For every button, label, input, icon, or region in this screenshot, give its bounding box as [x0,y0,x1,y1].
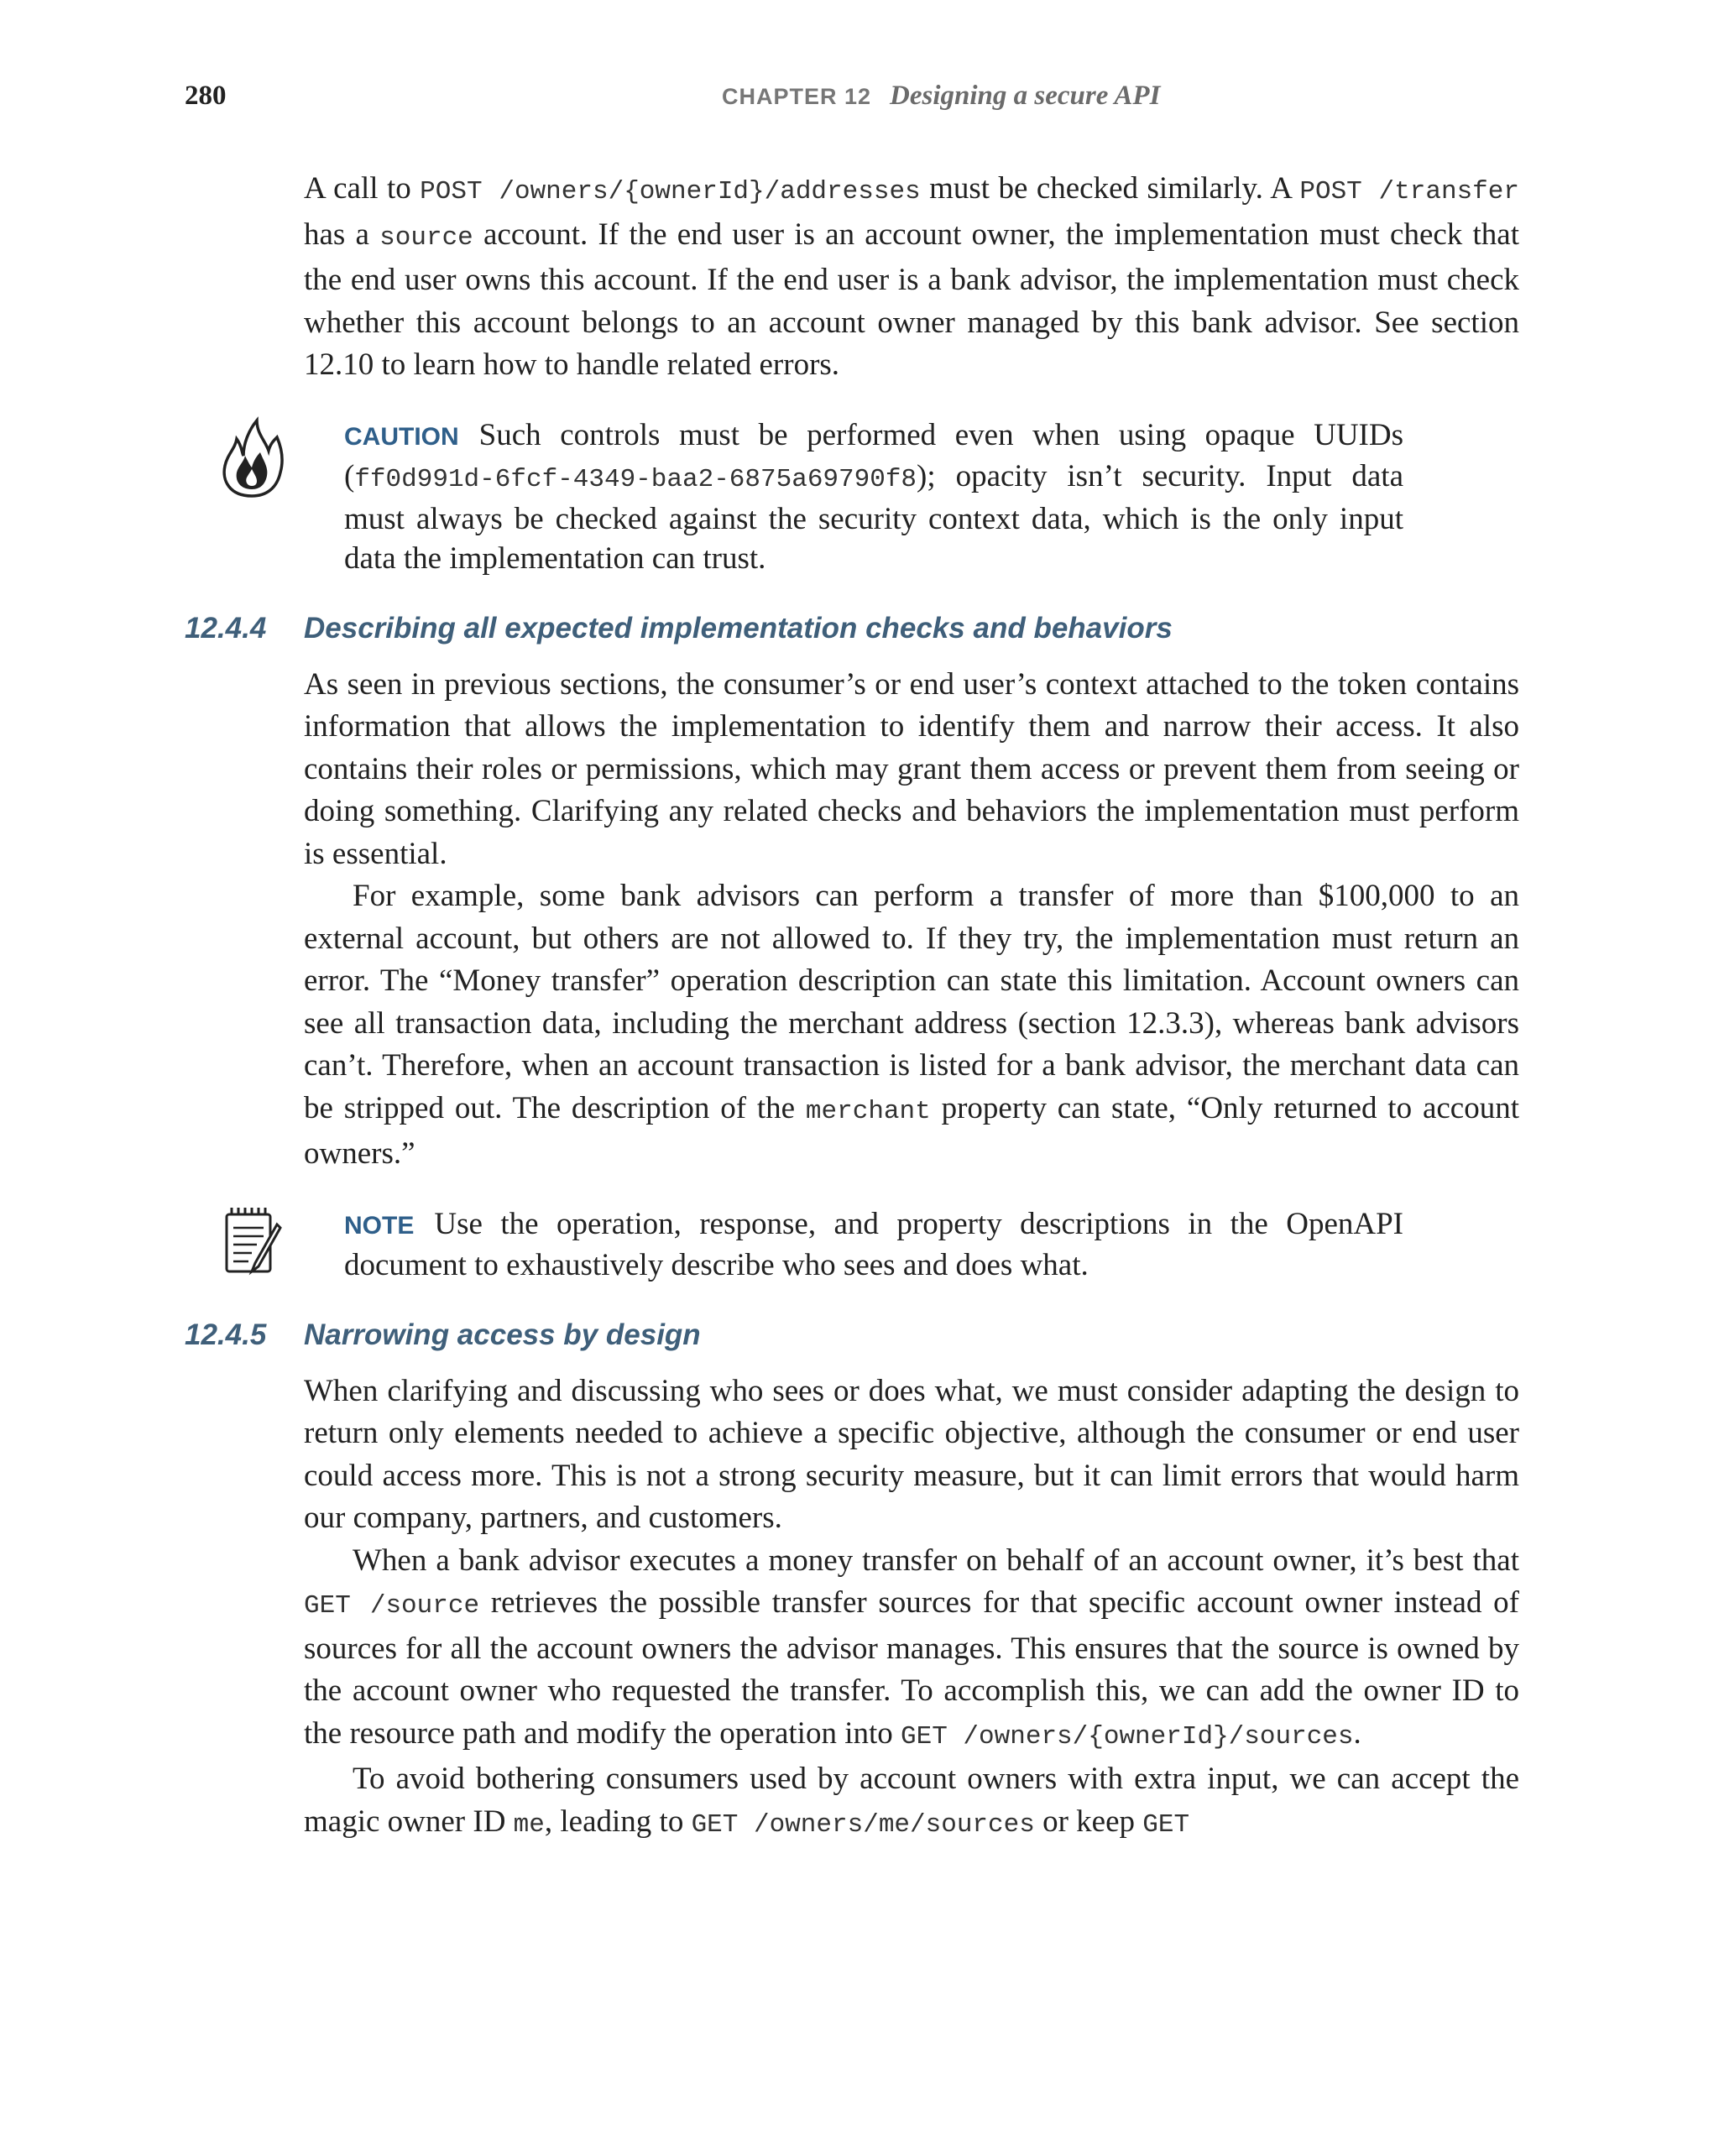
text: must be checked similarly. A [920,171,1300,206]
paragraph-2: As seen in previous sections, the consumer’s or end user’s context attached to the token contains information that allows the implementation to identify them and narrow their access. It also contains their roles or permissions, which may grant them access or prevent them from seeing or doing something. Clarifying any related checks and behaviors the implementation must perform is essential. [304,666,1519,871]
code-inline: GET /source [304,1591,480,1621]
text: account. If the end user is an account owner, the implementation must check that the end user owns this account. If the end user is a bank advisor, the implementation must check whether this account belongs to an account owner managed by this bank advisor. See section 12.10 to learn how to handle related errors. [304,217,1519,382]
code-inline: ff0d991d-6fcf-4349-baa2-6875a69790f8 [354,464,917,494]
note-callout [344,1204,1403,1285]
page-number: 280 [185,81,227,111]
caution-text [344,415,1403,578]
chapter-label: CHAPTER 12 [722,84,872,109]
paragraph-1 [304,168,1519,387]
section-number: 12.4.5 [185,1318,267,1351]
text: . [1353,1715,1361,1751]
chapter-title: Designing a secure API [890,81,1161,111]
code-inline: GET /owners/{ownerId}/sources [901,1721,1354,1751]
text: For example, some bank advisors can perform a transfer of more than $100,000 to an external account, but others are not allowed to. If they try, the implementation must return an error. The “Money transfer” operation description can state this limitation. Account owners can see all transaction data, including the merchant address (section 12.3.3), whereas bank advisors can’t. Therefore, when an account transaction is listed for a bank advisor, the merchant data can be stripped out. The description of the [304,879,1519,1125]
text: ); opacity isn’t security. Input data must always be checked against the security context data, which is the only input data the implementation can trust. [344,458,1403,576]
code-inline: me [513,1809,545,1840]
running-head [722,81,1160,112]
section-heading-12-4-4 [185,610,1519,647]
flame-icon [218,415,285,499]
paragraph-5 [304,1540,1519,1759]
section-heading-12-4-5 [185,1317,1519,1354]
section-title: Describing all expected implementation checks and behaviors [304,611,1173,645]
text: retrieves the possible transfer sources for that specific account owner instead of sources for all the account owners the advisor manages. This ensures that the source is owned by the account owner who requested the transfer. To accomplish this, we can add the owner ID to the resource path and modify the operation into [304,1585,1519,1751]
text: , leading to [544,1804,692,1839]
code-inline: source [379,222,473,253]
page-header [185,81,1519,123]
text: To avoid bothering consumers used by account owners with extra input, we can accept the magic owner ID [304,1762,1519,1839]
section-title: Narrowing access by design [304,1318,701,1351]
note-label: NOTE [344,1211,415,1240]
paragraph-3 [304,875,1519,1176]
text: When a bank advisor executes a money transfer on behalf of an account owner, it’s best that [353,1543,1519,1578]
text: Such controls must be performed even when using opaque UUIDs ( [344,417,1403,493]
text: or keep [1034,1804,1143,1839]
page-body [185,168,1519,1846]
code-inline: POST /transfer [1299,177,1519,206]
paragraph-6 [304,1758,1519,1846]
text: has a [304,217,380,252]
code-inline: POST /owners/{ownerId}/addresses [420,177,921,206]
caution-callout [344,415,1403,578]
code-inline: GET /owners/me/sources [691,1809,1035,1840]
code-inline: merchant [805,1096,931,1126]
note-text [344,1204,1403,1285]
text: A call to [304,171,421,206]
paragraph-4: When clarifying and discussing who sees or does what, we must consider adapting the design to return only elements needed to achieve a specific objective, although the consumer or end user could access more. This is not a strong security measure, but it can limit errors that would harm our company, partners, and customers. [304,1373,1519,1535]
section-number: 12.4.4 [185,611,267,645]
caution-label: CAUTION [344,422,459,451]
code-inline: GET [1142,1809,1190,1840]
notepad-icon [218,1199,285,1283]
text: property can state, “Only returned to account owners.” [304,1090,1519,1171]
text: Use the operation, response, and property descriptions in the OpenAPI document to exhaustively describe who sees and does what. [344,1206,1403,1282]
